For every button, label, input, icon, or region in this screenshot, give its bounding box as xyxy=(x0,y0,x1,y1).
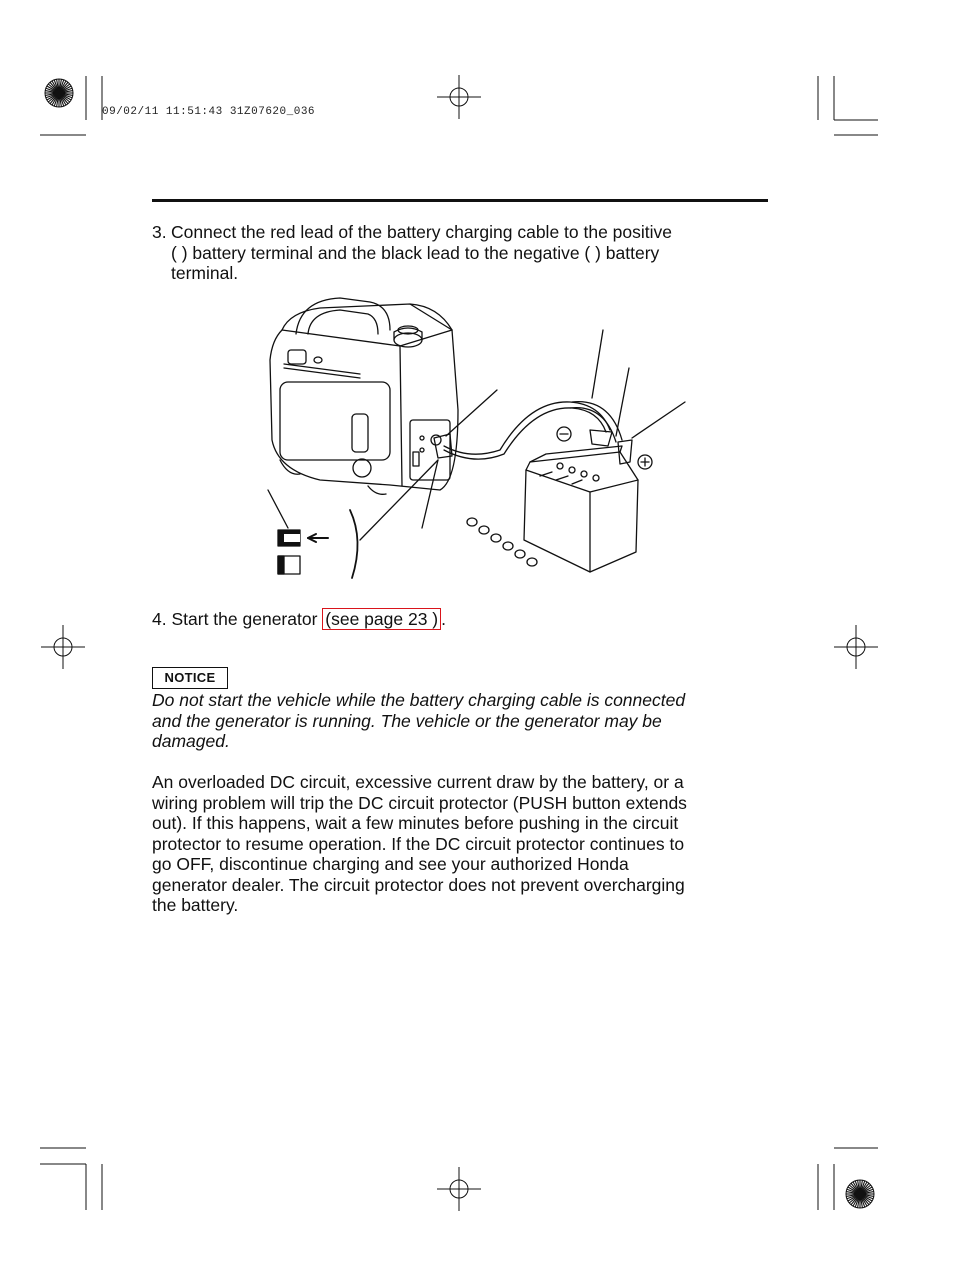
crosshair-right xyxy=(834,625,878,669)
step-line: ( ) battery terminal and the black lead to the negative ( ) battery xyxy=(171,242,660,263)
notice-text xyxy=(152,690,772,752)
circuit-protector-icons xyxy=(278,530,328,574)
body-line: go OFF, discontinue charging and see your authorized Honda xyxy=(152,854,629,874)
body-line: An overloaded DC circuit, excessive current draw by the battery, or a xyxy=(152,772,684,792)
generator-drawing xyxy=(270,298,458,494)
step-number: 4. xyxy=(152,609,167,629)
body-line: protector to resume operation. If the DC circuit protector continues to xyxy=(152,833,685,854)
body-line: wiring problem will trip the DC circuit protector (PUSH button extends xyxy=(152,792,687,813)
step-suffix: . xyxy=(441,609,447,629)
step-4 xyxy=(152,609,446,630)
step-text xyxy=(171,222,771,284)
notice-line: Do not start the vehicle while the battery charging cable is connected xyxy=(152,690,686,710)
step-number: 3. xyxy=(152,222,167,242)
crosshair-bottom xyxy=(437,1167,481,1211)
print-stamp: 09/02/11 11:51:43 31Z07620_036 xyxy=(102,106,316,118)
crosshair-top xyxy=(437,75,481,119)
sunburst-bottom-right xyxy=(846,1180,874,1208)
body-line: generator dealer. The circuit protector does not prevent overcharging xyxy=(152,874,685,895)
step-line: terminal. xyxy=(171,263,239,283)
step-text: Start the generator xyxy=(171,609,318,629)
charging-cable-drawing xyxy=(434,402,632,464)
vent-caps-drawing xyxy=(467,518,537,566)
battery-drawing xyxy=(467,446,638,572)
header-rule xyxy=(152,199,768,202)
body-paragraph xyxy=(152,772,767,916)
body-line: out). If this happens, wait a few minutes before pushing in the circuit xyxy=(152,813,679,833)
notice-badge: NOTICE xyxy=(152,667,228,689)
page-link[interactable]: (see page 23 ) xyxy=(322,608,441,630)
notice-line: damaged. xyxy=(152,731,230,751)
notice-line: and the generator is running. The vehicle or the generator may be xyxy=(152,710,662,731)
callout-lines xyxy=(268,330,685,540)
step-line: Connect the red lead of the battery charging cable to the positive xyxy=(171,222,673,242)
crosshair-left xyxy=(41,625,85,669)
body-line: the battery. xyxy=(152,895,239,915)
battery-charging-illustration xyxy=(260,290,700,590)
sunburst-top-left xyxy=(45,79,73,107)
